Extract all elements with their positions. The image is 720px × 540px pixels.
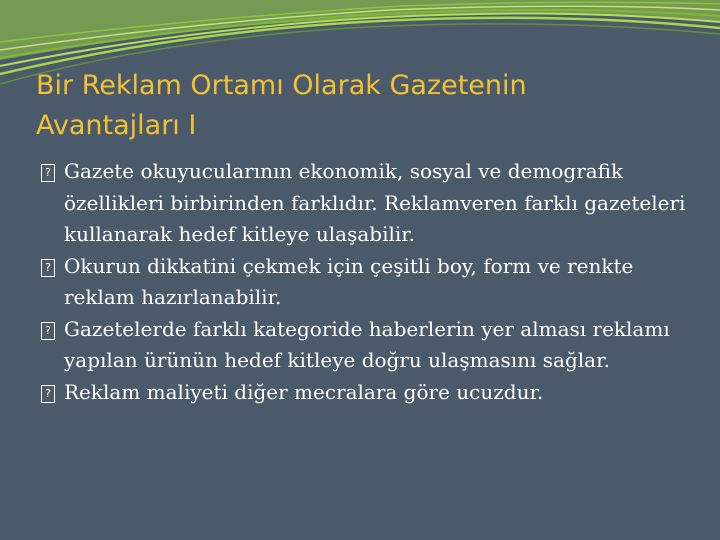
bullet-text: Okurun dikkatini çekmek için çeşitli boy, form ve renkte reklam hazırlanabilir. — [64, 253, 634, 309]
bullet-item — [40, 377, 690, 409]
missing-glyph-box-icon: ? — [41, 259, 55, 277]
missing-glyph-box-icon: ? — [41, 164, 55, 182]
bullet-text: Reklam maliyeti diğer mecralara göre ucuzdur. — [64, 379, 544, 404]
bullet-item — [40, 156, 690, 251]
slide-title: Bir Reklam Ortamı Olarak Gazetenin Avantajları I — [36, 70, 527, 141]
bullet-text: Gazetelerde farklı kategoride haberlerin yer alması reklamı yapılan ürünün hedef kitleye doğru ulaşmasını sağlar. — [64, 316, 670, 372]
missing-glyph-box-icon: ? — [41, 385, 55, 403]
bullet-list — [40, 156, 690, 408]
missing-glyph-box-icon: ? — [41, 322, 55, 340]
bullet-item — [40, 314, 690, 377]
bullet-text: Gazete okuyucularının ekonomik, sosyal ve demografik özellikleri birbirinden farklıdır. Reklamveren farklı gazeteleri kullanarak hedef kitleye ulaşabilir. — [64, 159, 686, 246]
bullet-item — [40, 251, 690, 314]
